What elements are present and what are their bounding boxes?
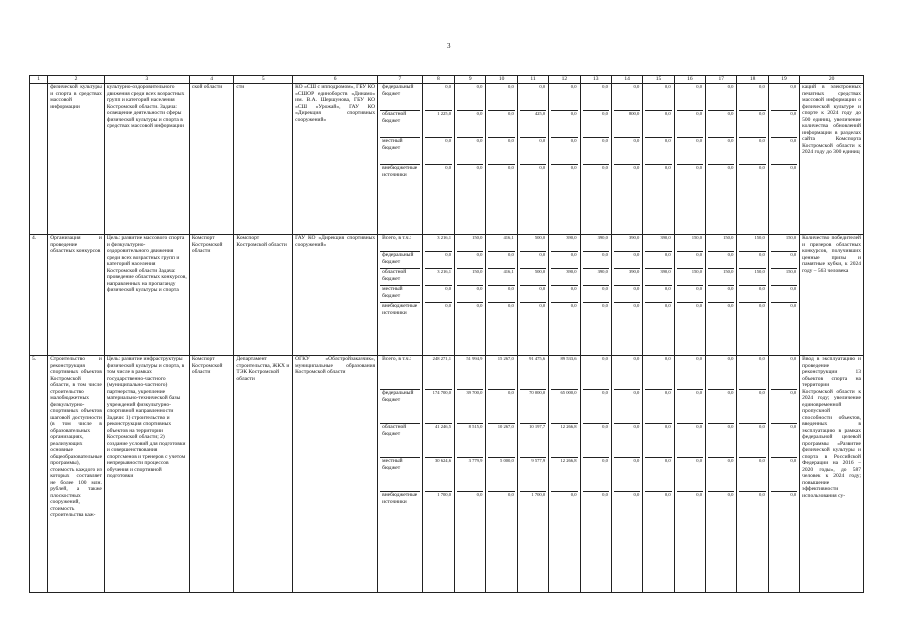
funding-amount: 91 475,6 — [520, 356, 546, 390]
coexecutor-cell: ской области — [189, 84, 234, 235]
funding-amount: 390,0 — [551, 235, 577, 252]
funding-amount: 248 271,1 — [425, 356, 452, 390]
funding-amount: 0,0 — [739, 84, 765, 111]
funding-amount-cell — [549, 84, 580, 235]
funding-amount: 416,1 — [488, 235, 514, 252]
funding-amount-cell — [517, 356, 548, 593]
funding-amount-cell — [768, 356, 799, 593]
funding-amount: 8 515,0 — [457, 424, 483, 458]
funding-amount: 0,0 — [645, 252, 671, 269]
funding-amount-cell — [643, 84, 674, 235]
funding-amount: 51 994,9 — [457, 356, 483, 390]
funding-amount: 12 266,8 — [551, 458, 577, 492]
funding-amount: 150,0 — [739, 235, 765, 252]
program-table — [29, 75, 864, 593]
funding-amount: 150,0 — [708, 235, 734, 252]
funding-amount: 0,0 — [790, 303, 797, 308]
funding-amount-cell — [422, 235, 454, 356]
funding-source-label: федеральный бюджет — [380, 252, 420, 269]
funding-amount-cell — [611, 356, 642, 593]
funding-amount: 0,0 — [771, 111, 797, 138]
funding-amount: 0,0 — [520, 286, 546, 303]
funding-amount-cell — [643, 356, 674, 593]
funding-amount: 150,0 — [708, 269, 734, 286]
funding-amount: 150,0 — [771, 235, 797, 252]
funding-amount: 390,0 — [551, 269, 577, 286]
funding-amount: 425,0 — [520, 111, 546, 138]
funding-source-label: областной бюджет — [380, 111, 420, 138]
funding-amount: 0,0 — [759, 165, 765, 170]
funding-amount: 0,0 — [708, 458, 734, 492]
funding-amount: 0,0 — [739, 458, 765, 492]
funding-amount: 0,0 — [633, 165, 640, 170]
funding-amount-cell — [706, 84, 737, 235]
funding-amount-cell — [737, 235, 768, 356]
funding-amount: 0,0 — [677, 84, 703, 111]
funding-amount: 0,0 — [771, 424, 797, 458]
funding-amount: 390,0 — [614, 235, 640, 252]
funding-amount: 0,0 — [645, 458, 671, 492]
funding-amount: 0,0 — [664, 303, 671, 308]
funding-amount-cell — [737, 356, 768, 593]
funding-amount: 0,0 — [551, 286, 577, 303]
funding-amount: 0,0 — [614, 84, 640, 111]
funding-amount: 0,0 — [583, 84, 609, 111]
funding-amount: 0,0 — [771, 286, 797, 303]
funding-amount: 0,0 — [614, 286, 640, 303]
funding-amount: 0,0 — [476, 165, 483, 170]
funding-amount: 0,0 — [645, 138, 671, 165]
funding-amount: 0,0 — [771, 138, 797, 165]
funding-amount-cell — [422, 356, 454, 593]
funding-amount: 150,0 — [677, 235, 703, 252]
funding-amount-cell — [611, 84, 642, 235]
funding-amount-cell — [674, 84, 705, 235]
funding-amount: 0,0 — [425, 252, 452, 269]
participants-cell: ОГКУ «Облстройзаказчик», муниципальные образования Костромской области — [293, 356, 378, 593]
col-header: 17 — [706, 76, 737, 84]
col-header: 4 — [189, 76, 234, 84]
funding-source-label: местный бюджет — [380, 286, 420, 303]
funding-source-label: внебюджетные источники — [382, 165, 418, 178]
funding-amount-cell — [422, 84, 454, 235]
funding-amount: 0,0 — [645, 390, 671, 424]
funding-amount: 390,0 — [583, 235, 609, 252]
funding-amount: 0,0 — [739, 390, 765, 424]
funding-amount: 0,0 — [539, 303, 546, 308]
funding-amount: 0,0 — [614, 356, 640, 390]
funding-amount-cell — [455, 84, 486, 235]
funding-amount: 0,0 — [508, 492, 514, 497]
funding-amount: 0,0 — [425, 286, 452, 303]
funding-amount: 390,0 — [614, 269, 640, 286]
funding-amount: 0,0 — [551, 138, 577, 165]
funding-amount: 10 197,7 — [520, 424, 546, 458]
funding-amount: 0,0 — [570, 165, 577, 170]
col-header: 19 — [768, 76, 799, 84]
funding-amount: 0,0 — [708, 252, 734, 269]
funding-amount-cell — [643, 235, 674, 356]
funding-amount: 0,0 — [488, 111, 514, 138]
measure-name-cell: Строительство и реконструкция спортивных объектов Костромской области, в том числе строительство малобюджетных физкультурно-спортивных объектов шаговой доступности (в том числе в образовательных организациях, реализующих основные общеобразовательные программы), стоимость каждого из которых составляет не более 100 млн. рублей, а также плоскостных сооружений, стоимость строительства каж- — [48, 356, 105, 593]
participants-cell: ГАУ КО «Дирекция спортивных сооружений» — [293, 235, 378, 356]
funding-amount: 0,0 — [759, 303, 765, 308]
funding-amount: 0,0 — [520, 138, 546, 165]
funding-amount-cell — [549, 356, 580, 593]
coexecutor-cell: Комспорт Костромской области — [189, 356, 234, 593]
funding-amount: 0,0 — [677, 458, 703, 492]
funding-amount: 0,0 — [570, 303, 577, 308]
funding-amount: 0,0 — [583, 252, 609, 269]
funding-amount-cell — [517, 84, 548, 235]
expected-result-cell: каций в электронных печатных средствах массовой информации о физической культуре и спорте к 2024 году до 500 единиц, увеличение количества обновлений информации в разделах сайта Комспорта Костромской области к 2024 году до 300 единиц — [800, 84, 864, 235]
funding-amount: 0,0 — [614, 424, 640, 458]
measure-name-cell: физической культуры и спорта в средствах массовой информации — [48, 84, 105, 235]
table-row — [30, 356, 864, 593]
funding-amount: 150,0 — [457, 235, 483, 252]
funding-amount: 41 246,5 — [425, 424, 452, 458]
funding-amount: 0,0 — [677, 138, 703, 165]
funding-amount: 0,0 — [727, 303, 734, 308]
funding-amount: 150,0 — [677, 269, 703, 286]
table-row — [30, 235, 864, 356]
funding-amount: 0,0 — [739, 286, 765, 303]
funding-amount: 0,0 — [583, 390, 609, 424]
funding-amount: 0,0 — [614, 390, 640, 424]
goal-task-cell: Цель: развитие инфраструктуры физической культуры и спорта, в том числе в рамках государственно-частного (муниципально-частного) партнерства, укрепление материально-технической базы учреждений физкультурно-спортивной направленности Задачи: 1) строительство и реконструкция спортивных объектов на территории Костромской области; 2) создание условий для подготовки и совершенствования спортсменов и тренеров с учетом непрерывности процессов обучения и спортивной подготовки — [104, 356, 189, 593]
funding-amount: 0,0 — [488, 84, 514, 111]
funding-amount: 1 700,0 — [437, 492, 452, 497]
funding-amount: 0,0 — [664, 492, 671, 497]
funding-amount-cell — [611, 235, 642, 356]
funding-amount: 0,0 — [476, 303, 483, 308]
funding-amount: 0,0 — [551, 84, 577, 111]
expected-result-cell: Количество победителей и призеров областных конкурсов, получивших ценные призы и памятные кубки, к 2024 году – 563 человека — [800, 235, 864, 356]
funding-amount: 0,0 — [645, 111, 671, 138]
funding-amount: 0,0 — [790, 492, 797, 497]
funding-amount: 0,0 — [583, 458, 609, 492]
funding-amount: 70 000,0 — [520, 390, 546, 424]
funding-amount: 0,0 — [583, 356, 609, 390]
funding-amount: 0,0 — [708, 390, 734, 424]
funding-source-label: областной бюджет — [380, 424, 420, 458]
funding-amount: 30 624,6 — [425, 458, 452, 492]
funding-amount-cell — [486, 356, 517, 593]
funding-amount: 0,0 — [551, 252, 577, 269]
col-header: 7 — [378, 76, 423, 84]
funding-amount: 1 225,0 — [425, 111, 452, 138]
funding-amount: 0,0 — [708, 111, 734, 138]
funding-amount: 0,0 — [771, 458, 797, 492]
funding-amount: 0,0 — [602, 165, 608, 170]
responsible-cell: Комспорт Костромской области — [234, 235, 293, 356]
funding-amount: 0,0 — [677, 390, 703, 424]
funding-amount: 0,0 — [771, 84, 797, 111]
funding-amount: 0,0 — [727, 492, 734, 497]
funding-source-cell — [378, 356, 423, 593]
funding-amount: 0,0 — [539, 165, 546, 170]
funding-amount-cell — [486, 235, 517, 356]
funding-amount: 150,0 — [771, 269, 797, 286]
funding-amount: 0,0 — [664, 165, 671, 170]
funding-amount: 500,0 — [520, 235, 546, 252]
funding-amount: 800,0 — [614, 111, 640, 138]
funding-amount: 390,0 — [645, 269, 671, 286]
funding-amount: 0,0 — [476, 492, 483, 497]
funding-amount: 5 000,0 — [488, 458, 514, 492]
col-header: 5 — [234, 76, 293, 84]
funding-source-label: внебюджетные источники — [382, 492, 418, 505]
funding-amount: 12 266,8 — [551, 424, 577, 458]
funding-amount-cell — [486, 84, 517, 235]
responsible-cell: сти — [234, 84, 293, 235]
funding-source-label: Всего, в т.ч.: — [380, 356, 420, 390]
row-number-cell: 4. — [30, 235, 48, 356]
funding-amount: 0,0 — [739, 424, 765, 458]
col-header: 1 — [30, 76, 48, 84]
funding-amount: 89 533,6 — [551, 356, 577, 390]
funding-source-label: местный бюджет — [380, 458, 420, 492]
col-header: 6 — [293, 76, 378, 84]
funding-amount: 0,0 — [614, 252, 640, 269]
funding-amount: 0,0 — [520, 252, 546, 269]
funding-amount-cell — [517, 235, 548, 356]
col-header: 20 — [800, 76, 864, 84]
funding-source-label: федеральный бюджет — [380, 84, 420, 111]
funding-amount: 0,0 — [614, 138, 640, 165]
goal-task-cell: культурно-оздоровительного движения среди всех возрастных групп и категорий населения Костромской области. Задача: освещение деятельности сферы физической культуры и спорта в средствах массовой информации — [104, 84, 189, 235]
funding-amount: 416,1 — [488, 269, 514, 286]
funding-source-label: Всего, в т.ч.: — [380, 235, 420, 252]
col-header: 2 — [48, 76, 105, 84]
funding-amount-cell — [737, 84, 768, 235]
measure-name-cell: Организация и проведение областных конкурсов — [48, 235, 105, 356]
funding-amount: 0,0 — [759, 492, 765, 497]
responsible-cell: Департамент строительства, ЖКХ и ТЭК Костромской области — [234, 356, 293, 593]
funding-amount-cell — [580, 356, 611, 593]
funding-amount: 15 267,0 — [488, 356, 514, 390]
funding-amount: 0,0 — [771, 390, 797, 424]
funding-amount: 3 779,9 — [457, 458, 483, 492]
funding-amount: 0,0 — [677, 356, 703, 390]
expected-result-cell: Ввод в эксплуатацию и проведение реконструкции 13 объектов спорта на территории Костромской области к 2024 году; увеличение единовременной пропускной способности объектов, введенных в эксплуатацию в рамках федеральной целевой программы «Развитие физической культуры и спорта в Российской Федерации на 2016 – 2020 годы», до 587 человек к 2024 году; повышение эффективности использования су- — [800, 356, 864, 593]
funding-source-cell — [378, 84, 423, 235]
funding-amount: 1 700,0 — [531, 492, 546, 497]
funding-amount: 0,0 — [457, 252, 483, 269]
funding-amount: 0,0 — [583, 424, 609, 458]
funding-amount-cell — [706, 356, 737, 593]
funding-amount: 0,0 — [583, 111, 609, 138]
funding-amount: 0,0 — [677, 252, 703, 269]
col-header: 13 — [580, 76, 611, 84]
funding-amount: 0,0 — [457, 138, 483, 165]
funding-amount: 0,0 — [488, 390, 514, 424]
funding-amount: 0,0 — [425, 138, 452, 165]
funding-amount: 3 216,1 — [425, 235, 452, 252]
funding-amount: 39 700,0 — [457, 390, 483, 424]
funding-amount: 0,0 — [708, 138, 734, 165]
funding-amount: 0,0 — [508, 165, 514, 170]
funding-amount: 0,0 — [457, 84, 483, 111]
col-header: 16 — [674, 76, 705, 84]
col-header: 10 — [486, 76, 517, 84]
col-header: 14 — [611, 76, 642, 84]
funding-amount: 65 000,0 — [551, 390, 577, 424]
funding-amount: 0,0 — [583, 138, 609, 165]
funding-amount: 0,0 — [520, 84, 546, 111]
funding-amount: 0,0 — [696, 492, 703, 497]
funding-source-label: областной бюджет — [380, 269, 420, 286]
header-row — [30, 76, 864, 84]
funding-amount: 390,0 — [645, 235, 671, 252]
funding-amount: 390,0 — [583, 269, 609, 286]
funding-amount: 0,0 — [551, 111, 577, 138]
participants-cell: КО «СШ с ипподромом», ГБУ КО «СШОР единоборств «Динамо» им. В.А. Шершунова, ГБУ КО «СШ «Урожай», ГАУ КО «Дирекция спортивных сооружений» — [293, 84, 378, 235]
funding-amount: 0,0 — [771, 252, 797, 269]
funding-amount: 0,0 — [583, 286, 609, 303]
funding-amount-cell — [549, 235, 580, 356]
table-row — [30, 84, 864, 235]
funding-source-label: федеральный бюджет — [380, 390, 420, 424]
col-header: 9 — [455, 76, 486, 84]
funding-amount: 500,0 — [520, 269, 546, 286]
col-header: 11 — [517, 76, 548, 84]
col-header: 8 — [422, 76, 454, 84]
funding-amount: 10 267,0 — [488, 424, 514, 458]
funding-amount: 0,0 — [445, 303, 452, 308]
funding-amount: 0,0 — [508, 303, 514, 308]
funding-amount-cell — [706, 235, 737, 356]
funding-amount: 0,0 — [771, 356, 797, 390]
funding-amount: 0,0 — [488, 138, 514, 165]
funding-amount: 0,0 — [633, 492, 640, 497]
funding-amount: 0,0 — [727, 165, 734, 170]
funding-amount: 0,0 — [696, 165, 703, 170]
funding-amount: 0,0 — [645, 84, 671, 111]
funding-amount-cell — [674, 235, 705, 356]
funding-amount: 0,0 — [739, 252, 765, 269]
row-number-cell — [30, 84, 48, 235]
funding-amount: 150,0 — [739, 269, 765, 286]
page-number: 3 — [447, 42, 451, 50]
funding-amount: 174 700,0 — [425, 390, 452, 424]
funding-amount-cell — [768, 235, 799, 356]
funding-amount: 0,0 — [633, 303, 640, 308]
funding-amount: 0,0 — [645, 286, 671, 303]
funding-amount: 0,0 — [708, 84, 734, 111]
funding-amount: 0,0 — [708, 356, 734, 390]
funding-amount: 0,0 — [425, 84, 452, 111]
funding-amount: 0,0 — [790, 165, 797, 170]
funding-amount: 0,0 — [614, 458, 640, 492]
funding-source-label: местный бюджет — [380, 138, 420, 165]
funding-amount: 0,0 — [677, 111, 703, 138]
funding-amount: 0,0 — [708, 286, 734, 303]
funding-amount: 0,0 — [645, 356, 671, 390]
funding-amount-cell — [580, 235, 611, 356]
funding-amount: 0,0 — [708, 424, 734, 458]
funding-source-cell — [378, 235, 423, 356]
funding-amount: 0,0 — [739, 111, 765, 138]
col-header: 15 — [643, 76, 674, 84]
funding-amount-cell — [455, 235, 486, 356]
funding-amount: 3 216,1 — [425, 269, 452, 286]
col-header: 3 — [104, 76, 189, 84]
funding-amount: 9 577,9 — [520, 458, 546, 492]
funding-amount: 150,0 — [457, 269, 483, 286]
funding-amount: 0,0 — [602, 303, 608, 308]
funding-amount-cell — [580, 84, 611, 235]
funding-amount: 0,0 — [457, 286, 483, 303]
funding-amount: 0,0 — [602, 492, 608, 497]
funding-amount-cell — [768, 84, 799, 235]
funding-amount: 0,0 — [570, 492, 577, 497]
goal-task-cell: Цель: развитие массового спорта и физкультурно-оздоровительного движения среди всех возрастных групп и категорий населения Костромской области Задача: проведение областных конкурсов, направленных на пропаганду физической культуры и спорта — [104, 235, 189, 356]
coexecutor-cell: Комспорт Костромской области — [189, 235, 234, 356]
funding-amount: 0,0 — [739, 356, 765, 390]
col-header: 18 — [737, 76, 768, 84]
funding-amount: 0,0 — [677, 424, 703, 458]
funding-amount-cell — [674, 356, 705, 593]
row-number-cell: 5. — [30, 356, 48, 593]
funding-amount: 0,0 — [445, 165, 452, 170]
funding-amount: 0,0 — [696, 303, 703, 308]
funding-amount: 0,0 — [488, 286, 514, 303]
funding-amount: 0,0 — [739, 138, 765, 165]
funding-amount: 0,0 — [457, 111, 483, 138]
funding-amount-cell — [455, 356, 486, 593]
funding-amount: 0,0 — [488, 252, 514, 269]
funding-amount: 0,0 — [677, 286, 703, 303]
col-header: 12 — [549, 76, 580, 84]
funding-amount: 0,0 — [645, 424, 671, 458]
funding-source-label: внебюджетные источники — [382, 303, 418, 316]
